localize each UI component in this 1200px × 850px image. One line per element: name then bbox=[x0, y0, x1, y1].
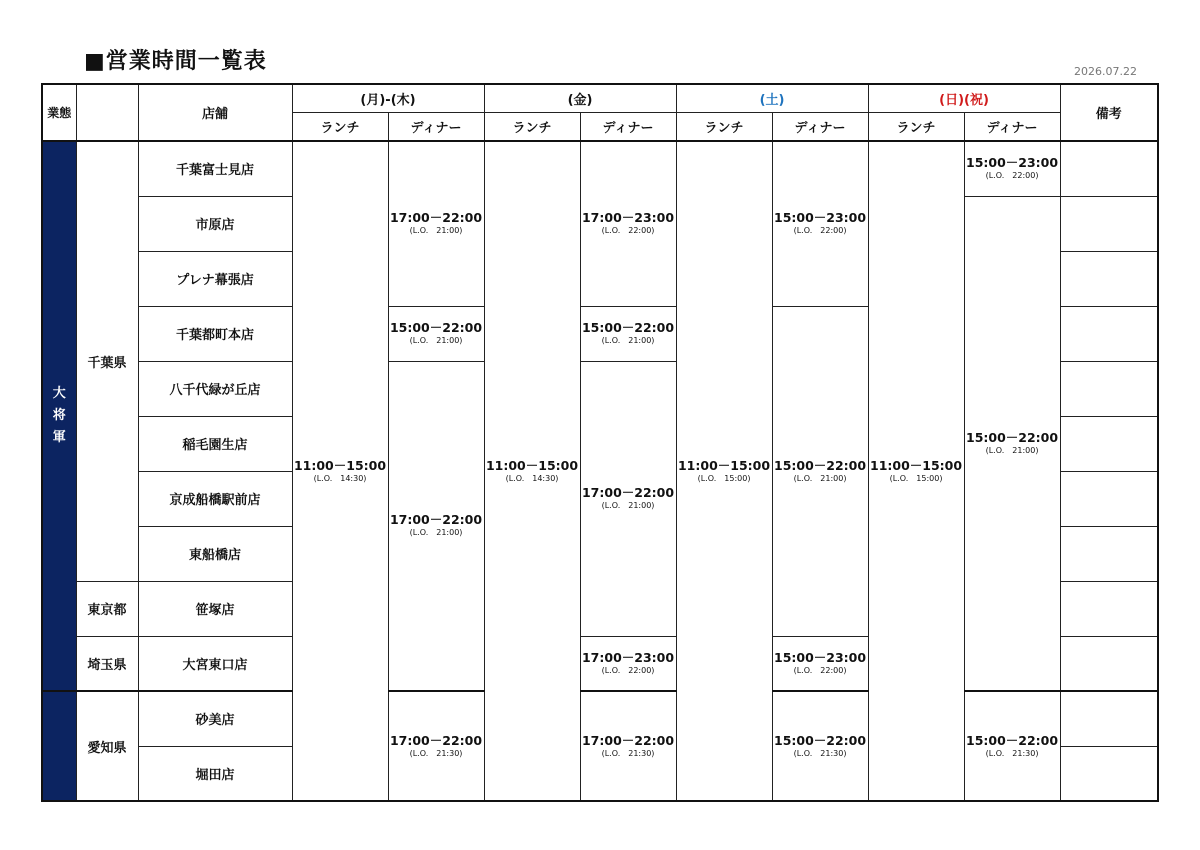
header-lunch: ランチ bbox=[868, 112, 964, 141]
hours-time: 15:00－22:00 bbox=[774, 457, 867, 473]
header-region-blank bbox=[76, 84, 138, 141]
last-order: (L.O. 21:30) bbox=[409, 748, 463, 758]
page-title: ■営業時間一覧表 bbox=[84, 49, 267, 74]
dinner-hours-sun bbox=[964, 196, 1060, 691]
prefecture-saitama: 埼玉県 bbox=[76, 636, 138, 691]
last-order: (L.O. 15:00) bbox=[697, 473, 751, 483]
brand-taishogun: 大 将 軍 bbox=[42, 141, 76, 691]
last-order: (L.O. 14:30) bbox=[505, 473, 559, 483]
notes-cell bbox=[1060, 196, 1158, 251]
hours-time: 15:00－23:00 bbox=[774, 649, 867, 665]
store-name: 大宮東口店 bbox=[138, 636, 292, 691]
store-name: 市原店 bbox=[138, 196, 292, 251]
last-order: (L.O. 15:00) bbox=[889, 473, 943, 483]
prefecture-chiba: 千葉県 bbox=[76, 141, 138, 581]
notes-cell bbox=[1060, 746, 1158, 801]
last-order: (L.O. 21:00) bbox=[793, 473, 847, 483]
notes-cell bbox=[1060, 141, 1158, 196]
notes-cell bbox=[1060, 526, 1158, 581]
hours-time: 15:00－22:00 bbox=[389, 320, 483, 335]
last-order: (L.O. 14:30) bbox=[313, 473, 367, 483]
header-dinner: ディナー bbox=[580, 112, 676, 141]
dinner-hours-fri bbox=[580, 636, 676, 691]
hours-time: 15:00－23:00 bbox=[774, 210, 867, 226]
dinner-hours-mon-thu bbox=[388, 141, 484, 306]
hours-time: 15:00－22:00 bbox=[966, 429, 1059, 445]
last-order: (L.O. 22:00) bbox=[793, 665, 847, 675]
header-lunch: ランチ bbox=[484, 112, 580, 141]
dinner-hours-sat bbox=[772, 636, 868, 691]
prefecture-tokyo: 東京都 bbox=[76, 581, 138, 636]
last-order: (L.O. 21:30) bbox=[601, 748, 655, 758]
hours-time: 11:00－15:00 bbox=[870, 457, 963, 473]
hours-time: 17:00－22:00 bbox=[581, 485, 675, 500]
hours-time: 17:00－22:00 bbox=[389, 512, 483, 528]
last-order: (L.O. 22:00) bbox=[793, 226, 847, 236]
store-name: 千葉富士見店 bbox=[138, 141, 292, 196]
last-order: (L.O. 21:00) bbox=[409, 528, 463, 538]
header-store: 店舗 bbox=[138, 84, 292, 141]
hours-time: 15:00－22:00 bbox=[966, 732, 1059, 748]
last-order: (L.O. 22:00) bbox=[601, 665, 655, 675]
last-order: (L.O. 21:00) bbox=[409, 336, 463, 345]
dinner-hours-fri bbox=[580, 306, 676, 361]
hours-time: 17:00－22:00 bbox=[389, 210, 483, 226]
store-name: 笹塚店 bbox=[138, 581, 292, 636]
header-dinner: ディナー bbox=[772, 112, 868, 141]
notes-cell bbox=[1060, 251, 1158, 306]
dinner-hours-sat bbox=[772, 306, 868, 636]
header-mon-thu: (月)-(木) bbox=[292, 84, 484, 112]
header-sat: (土) bbox=[676, 84, 868, 112]
last-order: (L.O. 22:00) bbox=[985, 171, 1039, 181]
notes-cell bbox=[1060, 361, 1158, 416]
dinner-hours-sun bbox=[964, 691, 1060, 801]
hours-time: 11:00－15:00 bbox=[485, 457, 579, 473]
dinner-hours-fri bbox=[580, 361, 676, 636]
hours-time: 17:00－23:00 bbox=[581, 649, 675, 665]
hours-time: 15:00－22:00 bbox=[774, 732, 867, 748]
notes-cell bbox=[1060, 471, 1158, 526]
header-notes: 備考 bbox=[1060, 84, 1158, 141]
hours-time: 11:00－15:00 bbox=[293, 457, 387, 473]
document-date: 2026.07.22 bbox=[1074, 65, 1137, 78]
store-name: 砂美店 bbox=[138, 691, 292, 746]
header-lunch: ランチ bbox=[292, 112, 388, 141]
store-name: 京成船橋駅前店 bbox=[138, 471, 292, 526]
hours-time: 11:00－15:00 bbox=[677, 457, 771, 473]
last-order: (L.O. 21:30) bbox=[793, 748, 847, 758]
hours-time: 15:00－23:00 bbox=[966, 155, 1059, 171]
header-lunch: ランチ bbox=[676, 112, 772, 141]
last-order: (L.O. 21:00) bbox=[985, 445, 1039, 455]
header-sun-holiday: (日)(祝) bbox=[868, 84, 1060, 112]
last-order: (L.O. 22:00) bbox=[601, 226, 655, 236]
header-category: 業態 bbox=[42, 84, 76, 141]
prefecture-aichi: 愛知県 bbox=[76, 691, 138, 801]
notes-cell bbox=[1060, 636, 1158, 691]
notes-cell bbox=[1060, 581, 1158, 636]
notes-cell bbox=[1060, 306, 1158, 361]
notes-cell bbox=[1060, 691, 1158, 746]
header-dinner: ディナー bbox=[964, 112, 1060, 141]
store-name: 千葉都町本店 bbox=[138, 306, 292, 361]
store-name: 堀田店 bbox=[138, 746, 292, 801]
hours-time: 17:00－23:00 bbox=[581, 210, 675, 226]
lunch-hours-sun bbox=[868, 141, 964, 801]
last-order: (L.O. 21:00) bbox=[409, 226, 463, 236]
dinner-hours-mon-thu bbox=[388, 306, 484, 361]
last-order: (L.O. 21:00) bbox=[601, 501, 655, 510]
lunch-hours-fri bbox=[484, 141, 580, 801]
brand-block-2 bbox=[42, 691, 76, 801]
lunch-hours-sat bbox=[676, 141, 772, 801]
store-name: 稲毛園生店 bbox=[138, 416, 292, 471]
last-order: (L.O. 21:00) bbox=[601, 336, 655, 345]
notes-cell bbox=[1060, 416, 1158, 471]
dinner-hours-sat bbox=[772, 141, 868, 306]
header-dinner: ディナー bbox=[388, 112, 484, 141]
last-order: (L.O. 21:30) bbox=[985, 748, 1039, 758]
hours-time: 15:00－22:00 bbox=[581, 320, 675, 335]
dinner-hours-sun bbox=[964, 141, 1060, 196]
hours-time: 17:00－22:00 bbox=[581, 732, 675, 748]
dinner-hours-mon-thu bbox=[388, 691, 484, 801]
dinner-hours-sat bbox=[772, 691, 868, 801]
hours-time: 17:00－22:00 bbox=[389, 732, 483, 748]
header-fri: (金) bbox=[484, 84, 676, 112]
dinner-hours-fri bbox=[580, 141, 676, 306]
store-name: プレナ幕張店 bbox=[138, 251, 292, 306]
dinner-hours-fri bbox=[580, 691, 676, 801]
store-name: 八千代緑が丘店 bbox=[138, 361, 292, 416]
lunch-hours-mon-thu bbox=[292, 141, 388, 801]
business-hours-table bbox=[41, 83, 1159, 802]
dinner-hours-mon-thu bbox=[388, 361, 484, 691]
store-name: 東船橋店 bbox=[138, 526, 292, 581]
